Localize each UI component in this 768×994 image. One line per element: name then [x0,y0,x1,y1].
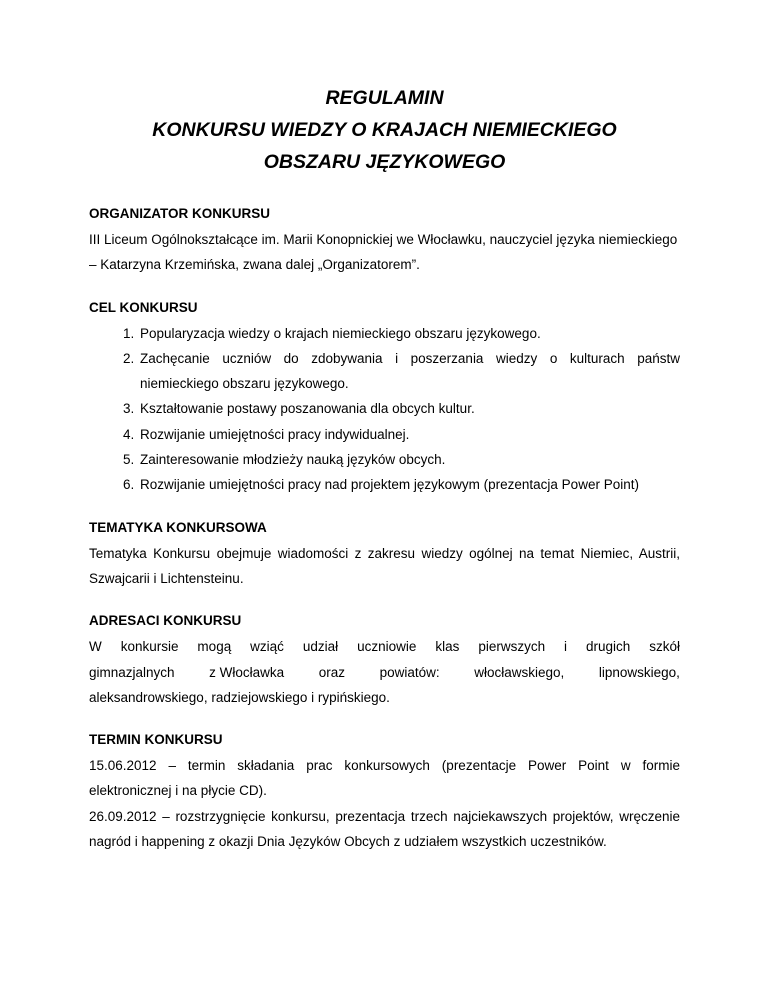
goal-item-2: 2. Zachęcanie uczniów do zdobywania i poszerzania wiedzy o kulturach państw niemieckiego obszaru językowego. [138,346,680,397]
organizer-heading: ORGANIZATOR KONKURSU [89,206,270,221]
goal-item-1: 1. Popularyzacja wiedzy o krajach niemieckiego obszaru językowego. [138,321,680,346]
goal-heading: CEL KONKURSU [89,299,198,315]
addressees-line-1 [89,634,680,659]
topics-section [89,515,680,592]
addressees-heading: ADRESACI KONKURSU [89,613,242,629]
goal-item-5: 5. Zainteresowanie młodzieży nauką języków obcych. [138,447,680,472]
organizer-text: III Liceum Ogólnokształcące im. Marii Konopnickiej we Włocławku, nauczyciel języka niemieckiego – Katarzyna Krzemińska, zwana dalej „Organizatorem”. [89,232,678,273]
addressees-line-1-text: W konkursie mogą wziąć udział uczniowie klas pierwszych i drugich szkół [89,639,680,655]
goal-item-4: 4. Rozwijanie umiejętności pracy indywidualnej. [138,422,680,447]
goal-list [89,321,680,498]
title-block [89,82,680,178]
schedule-section [89,727,680,854]
addressees-line-3: aleksandrowskiego, radziejowskiego i rypińskiego. [89,689,390,705]
addressees-section [89,608,680,710]
addressees-word: powiatów: [379,664,440,680]
addressees-word: gimnazjalnych [89,664,175,680]
addressees-word: włocławskiego, [474,664,565,680]
title-line-2: KONKURSU WIEDZY O KRAJACH NIEMIECKIEGO [152,119,617,141]
addressees-word: oraz [318,664,346,680]
organizer-section [89,201,680,278]
title-line-1: REGULAMIN [325,87,444,109]
goal-item-6: 6. Rozwijanie umiejętności pracy nad projektem językowym (prezentacja Power Point) [138,472,680,497]
schedule-entry-1: 15.06.2012 – termin składania prac konkursowych (prezentacje Power Point w formie elektronicznej i na płycie CD). [89,758,680,799]
goal-item-3: 3. Kształtowanie postawy poszanowania dla obcych kultur. [138,396,680,421]
goal-section [89,295,680,498]
title-line-3: OBSZARU JĘZYKOWEGO [263,151,506,173]
topics-text: Tematyka Konkursu obejmuje wiadomości z zakresu wiedzy ogólnej na temat Niemiec, Austrii, Szwajcarii i Lichtensteinu. [89,545,680,586]
addressees-line-2 [89,660,680,685]
topics-heading: TEMATYKA KONKURSOWA [89,519,267,535]
schedule-entry-2: 26.09.2012 – rozstrzygnięcie konkursu, prezentacja trzech najciekawszych projektów, wręczenie nagród i happening z okazji Dnia Języków Obcych z udziałem wszystkich uczestników. [89,808,680,850]
schedule-heading: TERMIN KONKURSU [89,732,223,748]
addressees-word: lipnowskiego, [598,664,680,680]
addressees-word: z Włocławka [209,664,285,680]
